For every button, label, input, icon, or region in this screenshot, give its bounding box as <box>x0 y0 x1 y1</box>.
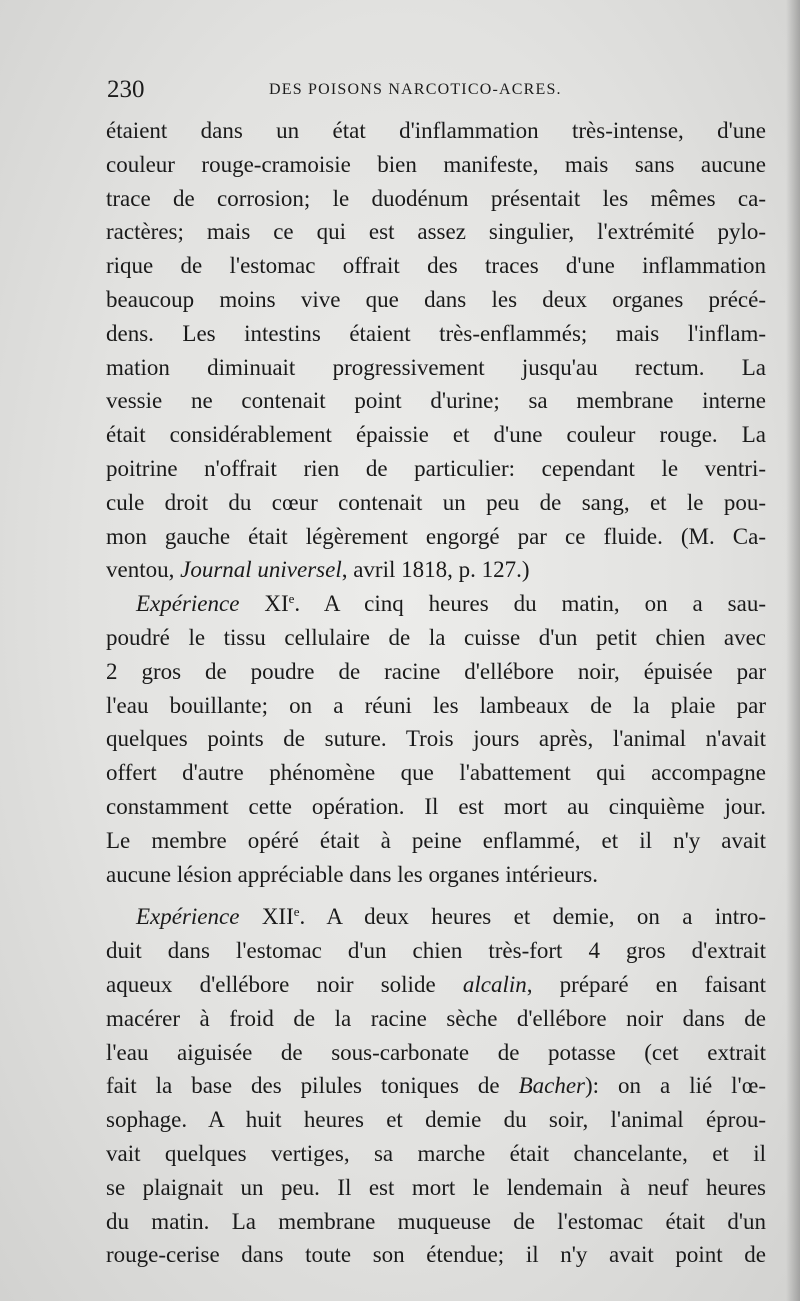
line-text: , avril 1818, p. 127.) <box>341 557 530 583</box>
page-number: 230 <box>107 76 145 103</box>
text-line <box>106 968 766 1002</box>
text-line: Le membre opéré était à peine enflammé, et il n'y avait <box>106 827 766 853</box>
experiment-label: Expérience <box>136 904 240 930</box>
text-line: trace de corrosion; le duodénum présentait les mêmes ca- <box>106 185 766 211</box>
text-line: constamment cette opération. Il est mort au cinquième jour. <box>106 793 766 819</box>
text-line: l'eau bouillante; on a réuni les lambeaux de la plaie par <box>106 692 766 718</box>
text-line: rique de l'estomac offrait des traces d'une inflammation <box>106 253 766 279</box>
italic-name: Bacher <box>518 1073 586 1099</box>
experiment-label: Expérience <box>136 591 240 617</box>
running-head: DES POISONS NARCOTICO-ACRES. <box>269 81 562 98</box>
text-line: dens. Les intestins étaient très-enflammés; mais l'inflam- <box>106 320 766 346</box>
text-line: macérer à froid de la racine sèche d'ellébore noir dans de <box>106 1005 766 1031</box>
line-text: ventou, <box>106 557 181 583</box>
text-line: étaient dans un état d'inflammation très-intense, d'une <box>106 118 766 143</box>
line-text: , préparé en faisant <box>526 971 766 997</box>
text-line <box>106 1069 766 1103</box>
text-line: était considérablement épaissie et d'une couleur rouge. La <box>106 422 766 448</box>
text-line: 2 gros de poudre de racine d'ellébore noir, épuisée par <box>106 658 766 684</box>
text-line: sophage. A huit heures et demie du soir, l'animal éprou- <box>106 1107 766 1133</box>
text-line: se plaignait un peu. Il est mort le lendemain à neuf heures <box>106 1174 766 1200</box>
line-text: ): on a lié l'œ- <box>585 1073 766 1099</box>
page-header <box>107 76 767 106</box>
journal-title: Journal universel <box>180 557 342 583</box>
body-text <box>106 114 766 1272</box>
text-line: l'eau aiguisée de sous-carbonate de potasse (cet extrait <box>106 1039 766 1065</box>
text-line: quelques points de suture. Trois jours après, l'animal n'avait <box>106 726 766 752</box>
line-text: aqueux d'ellébore noir solide <box>106 971 463 997</box>
text-line: rouge-cerise dans toute son étendue; il n'y avait point de <box>106 1242 766 1268</box>
text-line: duit dans l'estomac d'un chien très-fort 4 gros d'extrait <box>106 938 766 964</box>
text-line: mon gauche était légèrement engorgé par ce fluide. (M. Ca- <box>106 523 766 549</box>
text-line <box>106 553 766 587</box>
text-line: du matin. La membrane muqueuse de l'estomac était d'un <box>106 1208 766 1234</box>
text-line: aucune lésion appréciable dans les organes intérieurs. <box>106 861 598 887</box>
page-edge-shadow <box>786 0 800 1301</box>
ordinal-suffix: e <box>288 591 295 607</box>
line-text: . A cinq heures du matin, on a sau- <box>294 591 766 617</box>
italic-term: alcalin <box>462 971 527 997</box>
experiment-number: XII <box>239 904 294 930</box>
text-line: mation diminuait progressivement jusqu'au rectum. La <box>106 354 766 380</box>
text-line: vait quelques vertiges, sa marche était chancelante, et il <box>106 1140 766 1166</box>
text-line: ractères; mais ce qui est assez singulier, l'extrémité pylo- <box>106 219 766 245</box>
text-line: couleur rouge-cramoisie bien manifeste, mais sans aucune <box>106 151 766 177</box>
experiment-heading-line <box>106 587 766 621</box>
text-line: beaucoup moins vive que dans les deux organes précé- <box>106 286 766 312</box>
line-text: fait la base des pilules toniques de <box>106 1073 519 1099</box>
text-line: offert d'autre phénomène que l'abattement qui accompagne <box>106 760 766 786</box>
text-line: poudré le tissu cellulaire de la cuisse d'un petit chien avec <box>106 624 766 650</box>
ordinal-suffix: e <box>293 904 300 920</box>
experiment-heading-line <box>106 900 766 934</box>
text-line: cule droit du cœur contenait un peu de sang, et le pou- <box>106 489 766 515</box>
text-line: vessie ne contenait point d'urine; sa membrane interne <box>106 388 766 414</box>
experiment-number: XI <box>239 591 289 617</box>
line-text: . A deux heures et demie, on a intro- <box>299 904 766 930</box>
text-line: poitrine n'offrait rien de particulier: cependant le ventri- <box>106 455 766 481</box>
